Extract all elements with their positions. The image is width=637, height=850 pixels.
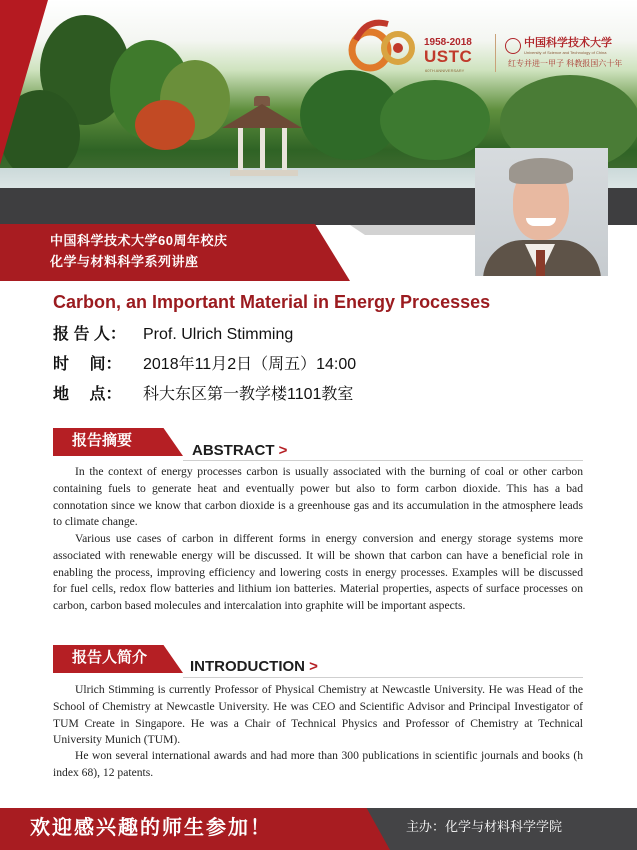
- abstract-paragraph-2: Various use cases of carbon in different forms in energy conversion and energy storage systems more associated with renewable energy will be discussed. It will be shown that carbon can have a beneficial role in enabling the process, improving efficiency and lowering costs in energy processes. Examples will be discussed for fuel cells, redox flow batteries and lithium ion batteries. Material properties, aspects of surface processes on carbon, carbon based molecules and intercalation into graphite will be important aspects.: [53, 532, 583, 613]
- introduction-divider: [183, 677, 583, 678]
- lecture-place: 科大东区第一教学楼1101教室: [143, 386, 354, 403]
- university-name-en: University of Science and Technology of China: [524, 50, 607, 55]
- logo-years: 1958-2018: [424, 37, 472, 48]
- introduction-arrow-icon: >: [309, 658, 318, 675]
- lecture-title: Carbon, an Important Material in Energy Processes: [53, 292, 491, 312]
- university-motto: 红专并进一甲子 科教报国六十年: [508, 59, 623, 68]
- speaker-name: Prof. Ulrich Stimming: [143, 326, 294, 343]
- introduction-paragraph-1: Ulrich Stimming is currently Professor of Physical Chemistry at Newcastle University. He was Head of the School of Chemistry at Newcastle University. He was CEO and Scientific Advisor and Principal Investigator of TUM Create in Singapore. He was a Chair of Technical Physics and Professor of Chemistry at Technical University Munich (TUM).: [53, 683, 583, 747]
- time-label: 时 间：: [53, 356, 122, 373]
- speaker-photo: [475, 148, 608, 276]
- logo-subtitle: 60TH ANNIVERSARY: [425, 68, 465, 73]
- lecture-time: 2018年11月2日（周五）14:00: [143, 356, 357, 373]
- introduction-tab-label: 报告人简介: [72, 649, 148, 666]
- welcome-message: 欢迎感兴趣的师生参加！: [30, 817, 272, 839]
- place-label: 地 点：: [53, 386, 122, 403]
- gray-strip: [350, 225, 475, 235]
- abstract-paragraph-1: In the context of energy processes carbon is usually associated with the burning of coal or other carbon containing fuels to generate heat and eventually power but also to form carbon dioxide. This has a bad connotation since we know that carbon dioxide is a greenhouse gas and its accumulation in the atmosphere leads to climate change.: [53, 465, 583, 529]
- logo-ustc: USTC: [424, 47, 473, 66]
- banner-anniversary: 中国科学技术大学60周年校庆: [50, 233, 228, 248]
- university-seal-icon: [505, 38, 521, 54]
- host-organizer: 主办：化学与材料科学学院: [406, 819, 563, 834]
- abstract-arrow-icon: >: [278, 442, 288, 459]
- introduction-heading-text: INTRODUCTION: [190, 658, 305, 675]
- university-name-cn: 中国科学技术大学: [524, 37, 612, 49]
- introduction-heading: [190, 658, 318, 676]
- logo-divider: [495, 34, 496, 72]
- introduction-paragraph-2: He won several international awards and had more than 300 publications in scientific journals and books (h index 68), 12 patents.: [53, 749, 583, 779]
- speaker-label: 报 告 人：: [53, 326, 126, 343]
- abstract-divider: [183, 460, 583, 461]
- banner-series: 化学与材料科学系列讲座: [50, 254, 199, 269]
- anniversary-60-logo: [348, 18, 418, 76]
- abstract-heading: [192, 442, 287, 460]
- abstract-tab-label: 报告摘要: [72, 432, 133, 449]
- abstract-heading-text: ABSTRACT: [192, 442, 275, 459]
